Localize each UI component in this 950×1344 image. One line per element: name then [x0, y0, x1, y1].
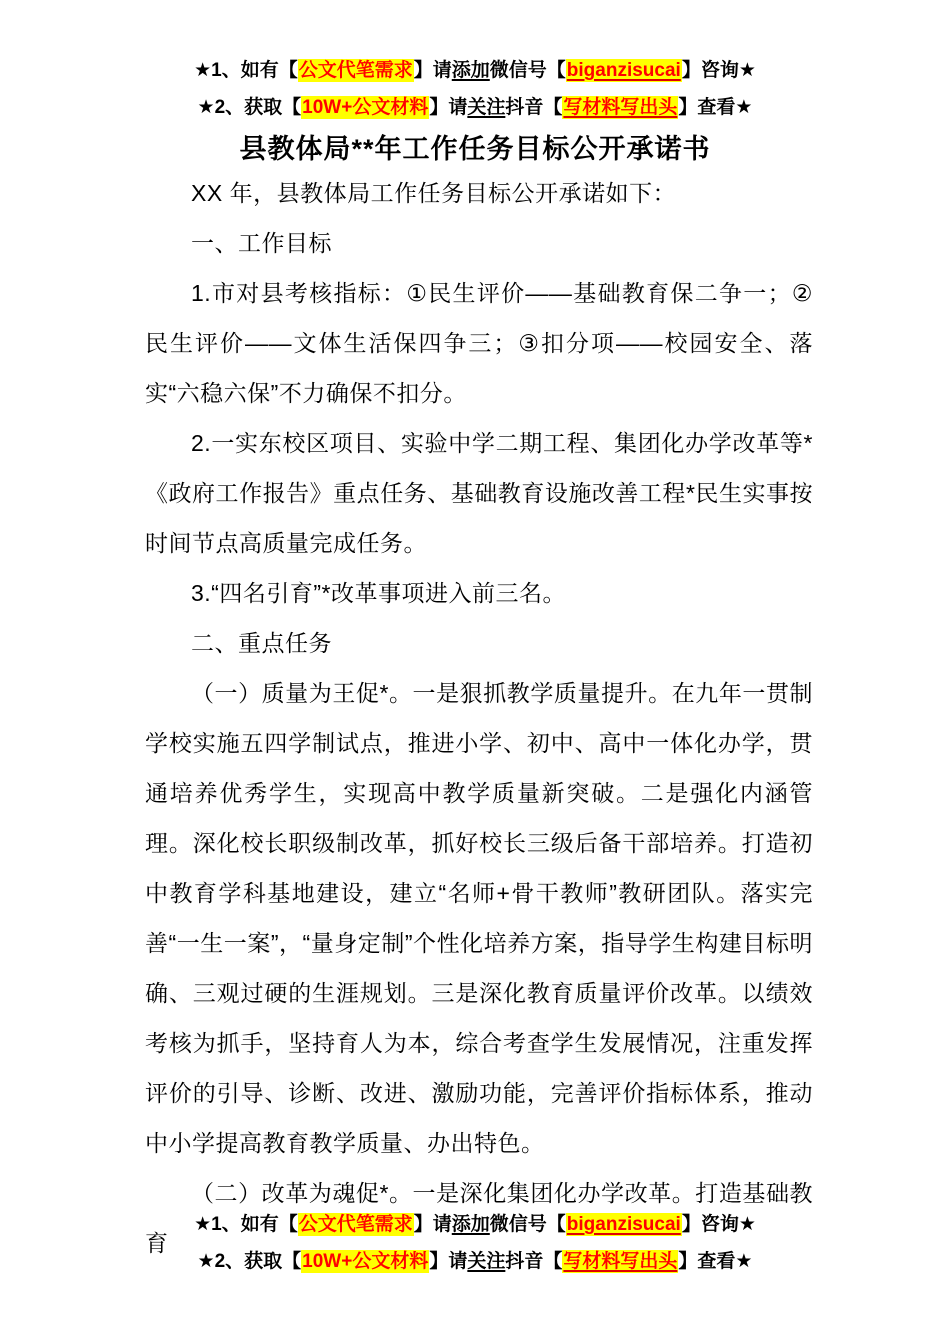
promo-banner-bottom	[0, 1206, 950, 1280]
banner-line	[0, 89, 950, 126]
banner-text: 】咨询★	[681, 60, 756, 81]
banner-line	[0, 1243, 950, 1280]
banner-text: 】请	[429, 1251, 468, 1272]
banner-emphasis-text: 10W+公文材料	[302, 97, 429, 118]
banner-text: ★1、如有【	[194, 60, 298, 81]
banner-text: 】请	[413, 60, 452, 81]
banner-text: 抖音【	[505, 97, 563, 118]
document-title: 县教体局**年工作任务目标公开承诺书	[239, 134, 711, 164]
paragraph: 3.“四名引育”*改革事项进入前三名。	[191, 580, 566, 606]
banner-emphasis-text: 关注	[467, 1251, 506, 1272]
paragraph: 二、重点任务	[191, 630, 332, 656]
banner-text: ★2、获取【	[197, 97, 302, 118]
paragraph: 一、工作目标	[191, 230, 332, 256]
banner-text: 】请	[413, 1214, 452, 1235]
banner-text: 】咨询★	[681, 1214, 756, 1235]
document-body	[145, 168, 813, 1268]
banner-line	[0, 52, 950, 89]
banner-emphasis-text: 写材料写出头	[563, 1251, 678, 1272]
banner-text: 微信号【	[489, 1214, 566, 1235]
banner-emphasis-text: 公文代笔需求	[298, 60, 413, 81]
paragraph: 2.一实东校区项目、实验中学二期工程、集团化办学改革等*《政府工作报告》重点任务、基础教育设施改善工程*民生实事按时间节点高质量完成任务。	[145, 430, 813, 556]
banner-text: 抖音【	[505, 1251, 563, 1272]
paragraph: （一）质量为王促*。一是狠抓教学质量提升。在九年一贯制学校实施五四学制试点，推进小学、初中、高中一体化办学，贯通培养优秀学生，实现高中教学质量新突破。二是强化内涵管理。深化校长职级制改革，抓好校长三级后备干部培养。打造初中教育学科基地建设，建立“名师+骨干教师”教研团队。落实完善“一生一案”，“量身定制”个性化培养方案，指导学生构建目标明确、三观过硬的生涯规划。三是深化教育质量评价改革。以绩效考核为抓手，坚持育人为本，综合考查学生发展情况，注重发挥评价的引导、诊断、改进、激励功能，完善评价指标体系，推动中小学提高教育教学质量、办出特色。	[145, 680, 813, 1156]
banner-text: ★2、获取【	[197, 1251, 302, 1272]
banner-text: 微信号【	[489, 60, 566, 81]
paragraph: XX 年，县教体局工作任务目标公开承诺如下：	[191, 180, 677, 206]
banner-emphasis-text: 写材料写出头	[563, 97, 678, 118]
banner-emphasis-text: 10W+公文材料	[302, 1251, 429, 1272]
paragraph: 1.市对县考核指标：①民生评价——基础教育保二争一；②民生评价——文体生活保四争三；③扣分项——校园安全、落实“六稳六保”不力确保不扣分。	[145, 280, 813, 406]
banner-text: 】查看★	[678, 97, 753, 118]
banner-emphasis-text: 关注	[467, 97, 506, 118]
banner-line	[0, 1206, 950, 1243]
banner-emphasis-text: biganzisucai	[566, 1214, 681, 1235]
promo-banner-top	[0, 52, 950, 126]
banner-emphasis-text: biganzisucai	[566, 60, 681, 81]
banner-text: ★1、如有【	[194, 1214, 298, 1235]
banner-text: 】查看★	[678, 1251, 753, 1272]
banner-emphasis-text: 添加	[451, 1214, 490, 1235]
banner-text: 】请	[429, 97, 468, 118]
banner-emphasis-text: 添加	[451, 60, 490, 81]
paragraph: （二）改革为魂促*。一是深化集团化办学改革。打造基础教育	[145, 1180, 813, 1256]
banner-emphasis-text: 公文代笔需求	[298, 1214, 413, 1235]
